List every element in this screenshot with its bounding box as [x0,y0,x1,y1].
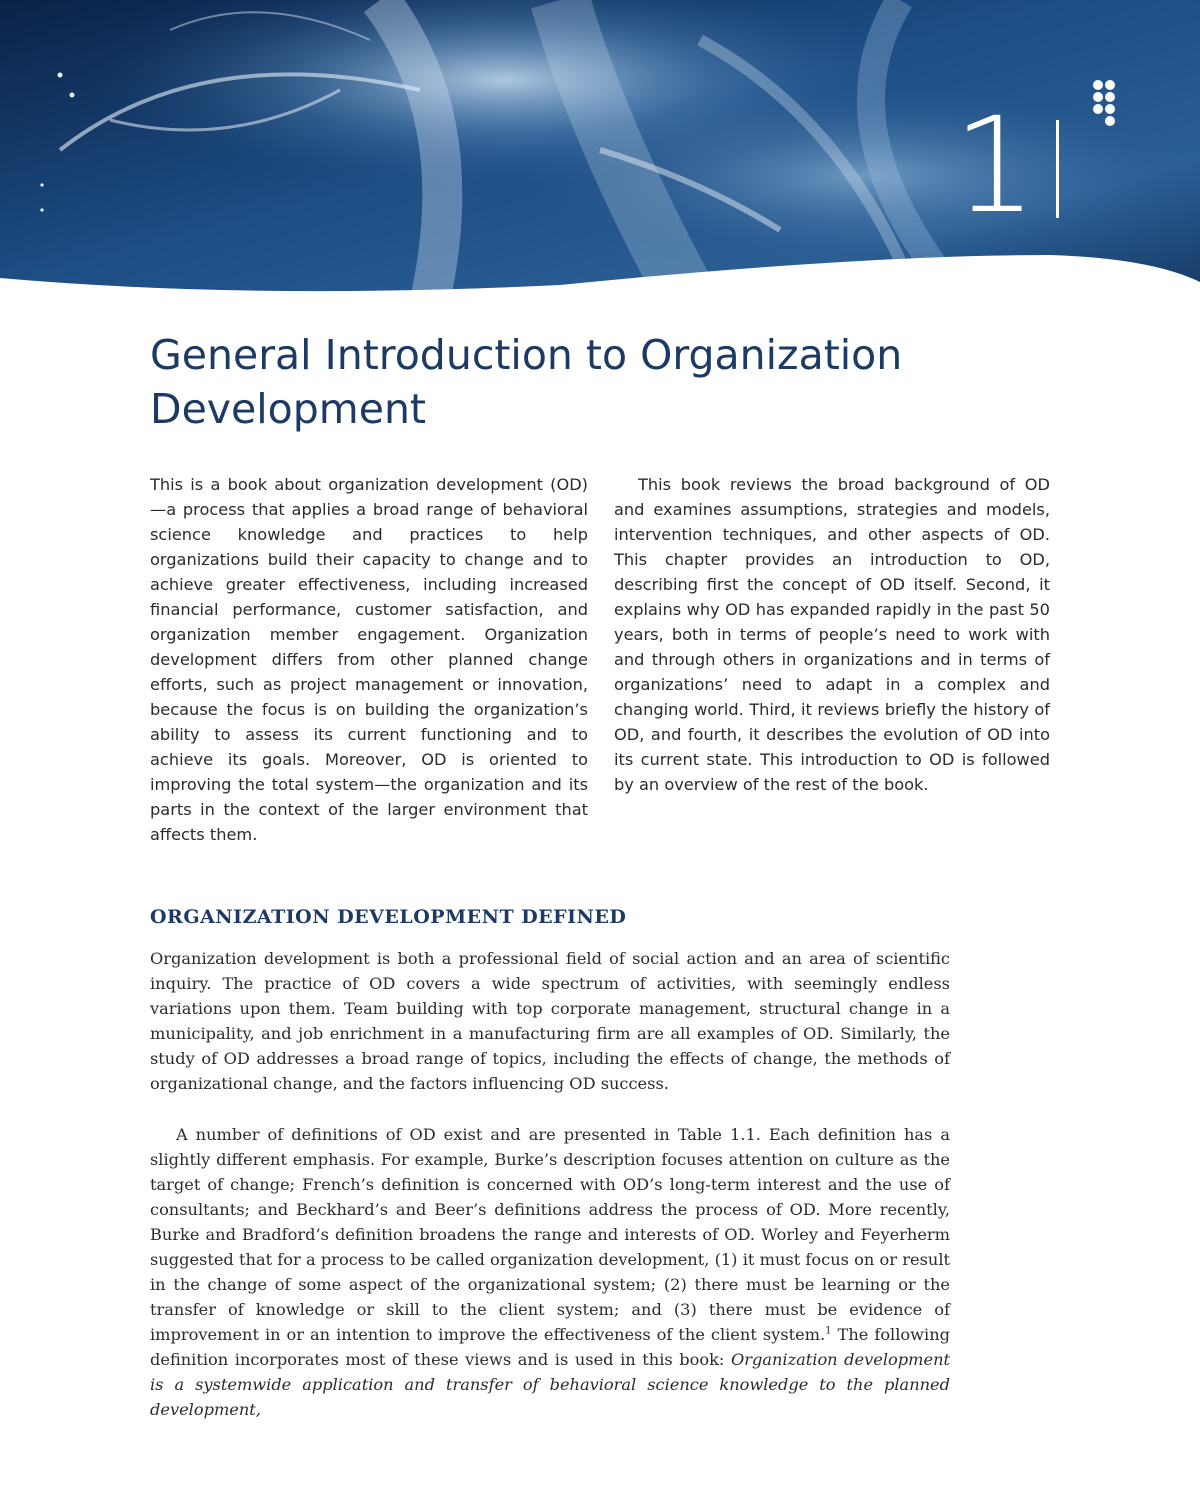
paragraph-2-continuation: The following definition incorporates most of these views and is used in this book: [150,1325,950,1369]
intro-paragraph-right: This book reviews the broad background of OD and examines assumptions, strategies and models, intervention techniques, and other aspects of OD. This chapter provides an introduction to OD, describing first the concept of OD itself. Second, it explains why OD has expanded rapidly in the past 50 years, both in terms of people’s need to work with and through others in organizations and in terms of organizations’ need to adapt in a complex and changing world. Third, it reviews briefly the history of OD, and fourth, it describes the evolution of OD into its current state. This introduction to OD is followed by an overview of the rest of the book. [614,475,1050,794]
od-definition-italic: Organization development is a systemwide application and transfer of behavioral science knowledge to the planned development, [150,1350,950,1419]
body-paragraph-1: Organization development is both a professional field of social action and an area of scientific inquiry. The practice of OD covers a wide spectrum of activities, with seemingly endless variations upon them. Team building with top corporate management, structural change in a municipality, and job enrichment in a manufacturing firm are all examples of OD. Similarly, the study of OD addresses a broad range of topics, including the effects of change, the methods of organizational change, and the factors influencing OD success. [150,949,950,1093]
footnote-marker: 1 [825,1325,832,1337]
chapter-number: 1 [953,89,1037,243]
paragraph-2-main-text: A number of definitions of OD exist and are presented in Table 1.1. Each definition has a slightly different emphasis. For example, Burke’s description focuses attention on culture as the target of change; French’s definition is concerned with OD’s long-term interest and the use of consultants; and Beckhard’s and Beer’s definitions address the process of OD. More recently, Burke and Bradford’s definition broadens the range and interests of OD. Worley and Feyerherm suggested that for a process to be called organization development, (1) it must focus on or result in the change of some aspect of the organizational system; (2) there must be learning or the transfer of knowledge or skill to the client system; and (3) there must be evidence of improvement in or an intention to improve the effectiveness of the client system. [150,1125,950,1344]
chapter-title: General Introduction to Organization Development [150,331,903,433]
body-paragraph-2 [150,1122,950,1422]
intro-paragraph-left: This is a book about organization development (OD)—a process that applies a broad range of behavioral science knowledge and practices to help organizations build their capacity to change and to achieve greater effectiveness, including increased financial performance, customer satisfaction, and organization member engagement. Organization development differs from other planned change efforts, such as project management or innovation, because the focus is on building the organization’s ability to assess its current functioning and to achieve its goals. Moreover, OD is oriented to improving the total system—the organization and its parts in the context of the larger environment that affects them. [150,475,588,844]
section-heading: ORGANIZATION DEVELOPMENT DEFINED [150,906,627,928]
